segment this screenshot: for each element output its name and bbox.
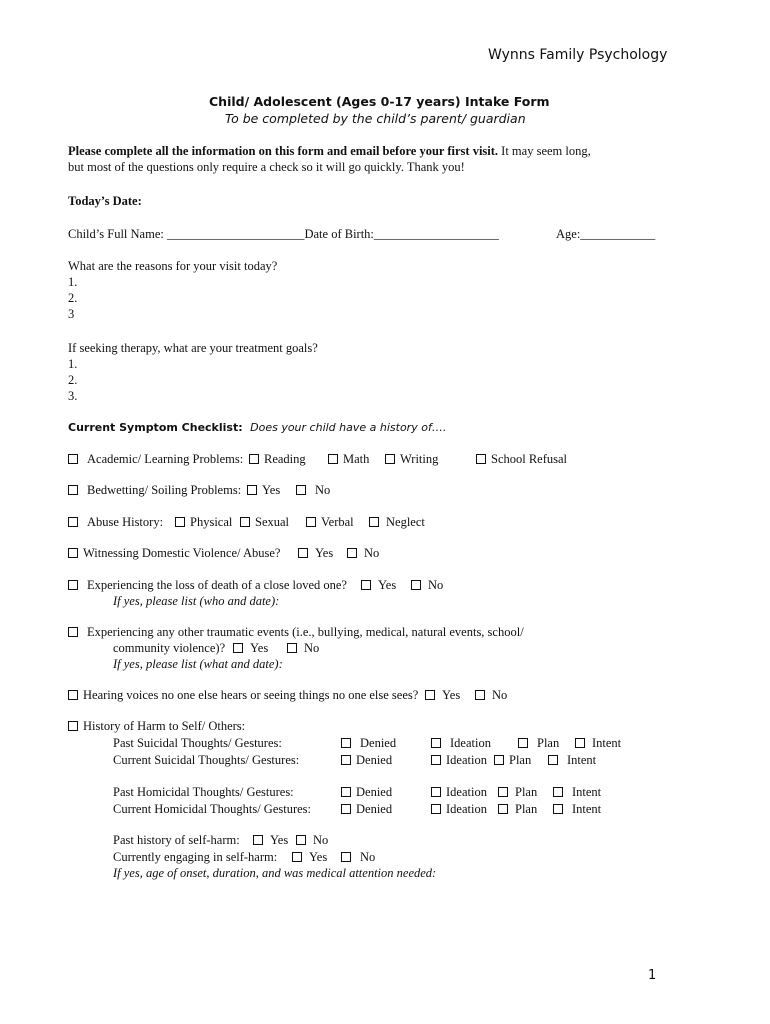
verbal-label: Verbal xyxy=(321,515,354,529)
abuse-label: Abuse History: xyxy=(87,515,164,529)
intent-label: Intent xyxy=(572,785,602,799)
checkbox-icon xyxy=(341,738,351,748)
checkbox-icon xyxy=(68,721,78,731)
current-homicidal-label: Current Homicidal Thoughts/ Gestures: xyxy=(113,802,312,816)
checklist-heading xyxy=(68,421,446,434)
trauma-row-2 xyxy=(0,641,770,657)
voices-row xyxy=(0,688,770,704)
checkbox-icon xyxy=(494,755,504,765)
checkbox-icon xyxy=(240,517,250,527)
ideation-label: Ideation xyxy=(446,802,487,816)
yes-label: Yes xyxy=(378,578,397,592)
abuse-row xyxy=(0,515,770,531)
no-label: No xyxy=(313,833,329,847)
reading-label: Reading xyxy=(264,452,306,466)
current-selfharm-yes[interactable] xyxy=(292,850,327,865)
goal-2[interactable]: 2. xyxy=(68,373,78,387)
past-homicidal-label: Past Homicidal Thoughts/ Gestures: xyxy=(113,785,294,799)
sexual-option[interactable] xyxy=(240,515,289,530)
intent-label: Intent xyxy=(567,753,597,767)
plan-label: Plan xyxy=(509,753,532,767)
denied-label: Denied xyxy=(356,785,393,799)
yes-label: Yes xyxy=(270,833,289,847)
current-suicidal-denied[interactable] xyxy=(341,753,392,768)
checkbox-icon xyxy=(431,804,441,814)
no-label: No xyxy=(492,688,508,702)
reason-1[interactable]: 1. xyxy=(68,275,78,289)
current-selfharm-row xyxy=(0,850,770,866)
checkbox-icon xyxy=(68,580,78,590)
intent-label: Intent xyxy=(592,736,622,750)
academic-checkbox[interactable] xyxy=(68,452,243,467)
harm-row xyxy=(0,719,770,735)
checkbox-icon xyxy=(498,787,508,797)
loss-no[interactable] xyxy=(411,578,443,593)
trauma-label: Experiencing any other traumatic events (i.e., bullying, medical, natural events, school/ xyxy=(87,625,524,639)
plan-label: Plan xyxy=(515,785,538,799)
intro-bold: Please complete all the information on this form and email before your first visit. xyxy=(68,144,499,158)
school-refusal-label: School Refusal xyxy=(491,452,568,466)
checkbox-icon xyxy=(411,580,421,590)
checklist-heading-sub: Does your child have a history of…. xyxy=(250,421,447,434)
school-refusal-option[interactable] xyxy=(476,452,567,467)
reading-option[interactable] xyxy=(249,452,306,467)
intro-rest: It may seem long, xyxy=(498,144,591,158)
past-homicidal-plan[interactable] xyxy=(498,785,537,800)
checkbox-icon xyxy=(361,580,371,590)
past-selfharm-yes[interactable] xyxy=(253,833,288,848)
past-suicidal-label: Past Suicidal Thoughts/ Gestures: xyxy=(113,736,282,750)
child-name-dob-field[interactable] xyxy=(68,227,499,242)
writing-option[interactable] xyxy=(385,452,438,467)
current-selfharm-no[interactable] xyxy=(341,850,375,865)
checkbox-icon xyxy=(253,835,263,845)
bedwetting-label: Bedwetting/ Soiling Problems: xyxy=(87,483,242,497)
todays-date-label[interactable]: Today’s Date: xyxy=(68,194,142,208)
voices-checkbox[interactable] xyxy=(68,688,418,703)
past-suicidal-denied[interactable] xyxy=(341,736,396,751)
reason-3[interactable]: 3 xyxy=(68,307,75,321)
current-homicidal-denied[interactable] xyxy=(341,802,392,817)
checkbox-icon xyxy=(306,517,316,527)
domestic-label: Witnessing Domestic Violence/ Abuse? xyxy=(83,546,281,560)
checkbox-icon xyxy=(431,755,441,765)
goals-question: If seeking therapy, what are your treatment goals? xyxy=(68,341,318,355)
checkbox-icon xyxy=(518,738,528,748)
current-suicidal-row xyxy=(0,753,770,769)
no-label: No xyxy=(304,641,320,655)
plan-label: Plan xyxy=(515,802,538,816)
trauma-no[interactable] xyxy=(287,641,319,656)
harm-label: History of Harm to Self/ Others: xyxy=(83,719,246,733)
past-suicidal-ideation[interactable] xyxy=(431,736,491,751)
academic-label: Academic/ Learning Problems: xyxy=(87,452,244,466)
trauma-label-2: community violence)? xyxy=(113,641,226,655)
checkbox-icon xyxy=(385,454,395,464)
bedwetting-row xyxy=(0,483,770,499)
checkbox-icon xyxy=(553,804,563,814)
checkbox-icon xyxy=(68,627,78,637)
checkbox-icon xyxy=(425,690,435,700)
denied-label: Denied xyxy=(360,736,397,750)
goal-1[interactable]: 1. xyxy=(68,357,78,371)
checkbox-icon xyxy=(298,548,308,558)
checkbox-icon xyxy=(233,643,243,653)
age-field[interactable]: Age:____________ xyxy=(556,227,656,241)
past-suicidal-intent[interactable] xyxy=(575,736,621,751)
no-label: No xyxy=(428,578,444,592)
past-suicidal-plan[interactable] xyxy=(518,736,559,751)
neglect-option[interactable] xyxy=(369,515,425,530)
checkbox-icon xyxy=(68,517,78,527)
yes-label: Yes xyxy=(315,546,334,560)
denied-label: Denied xyxy=(356,802,393,816)
checklist-heading-title: Current Symptom Checklist: xyxy=(68,421,243,434)
checkbox-icon xyxy=(249,454,259,464)
checkbox-icon xyxy=(341,804,351,814)
bedwetting-checkbox[interactable] xyxy=(68,483,241,498)
bedwetting-no[interactable] xyxy=(296,483,330,498)
checkbox-icon xyxy=(575,738,585,748)
writing-label: Writing xyxy=(400,452,439,466)
math-label: Math xyxy=(343,452,370,466)
voices-label: Hearing voices no one else hears or seeing things no one else sees? xyxy=(83,688,419,702)
harm-note: If yes, age of onset, duration, and was medical attention needed: xyxy=(113,866,437,880)
loss-yes[interactable] xyxy=(361,578,396,593)
harm-checkbox[interactable] xyxy=(68,719,245,734)
checkbox-icon xyxy=(548,755,558,765)
ideation-label: Ideation xyxy=(446,785,487,799)
goal-3[interactable]: 3. xyxy=(68,389,78,403)
plan-label: Plan xyxy=(537,736,560,750)
checkbox-icon xyxy=(175,517,185,527)
abuse-checkbox[interactable] xyxy=(68,515,163,530)
yes-label: Yes xyxy=(262,483,281,497)
yes-label: Yes xyxy=(309,850,328,864)
domestic-yes[interactable] xyxy=(298,546,333,561)
no-label: No xyxy=(364,546,380,560)
no-label: No xyxy=(360,850,376,864)
checkbox-icon xyxy=(328,454,338,464)
voices-yes[interactable] xyxy=(425,688,460,703)
current-suicidal-ideation[interactable] xyxy=(431,753,487,768)
academic-row xyxy=(0,452,770,468)
checkbox-icon xyxy=(341,755,351,765)
checkbox-icon xyxy=(68,548,78,558)
checkbox-icon xyxy=(292,852,302,862)
reason-2[interactable]: 2. xyxy=(68,291,78,305)
checkbox-icon xyxy=(476,454,486,464)
checkbox-icon xyxy=(553,787,563,797)
past-homicidal-row xyxy=(0,785,770,801)
yes-label: Yes xyxy=(442,688,461,702)
denied-label: Denied xyxy=(356,753,393,767)
domestic-checkbox[interactable] xyxy=(68,546,280,561)
current-selfharm-label: Currently engaging in self-harm: xyxy=(113,850,278,864)
physical-label: Physical xyxy=(190,515,233,529)
trauma-yes[interactable] xyxy=(233,641,268,656)
checkbox-icon xyxy=(287,643,297,653)
checkbox-icon xyxy=(68,485,78,495)
past-homicidal-intent[interactable] xyxy=(553,785,601,800)
past-homicidal-ideation[interactable] xyxy=(431,785,487,800)
checkbox-icon xyxy=(68,454,78,464)
math-option[interactable] xyxy=(328,452,369,467)
current-homicidal-intent[interactable] xyxy=(553,802,601,817)
trauma-row xyxy=(0,625,770,641)
checkbox-icon xyxy=(296,835,306,845)
checkbox-icon xyxy=(475,690,485,700)
checkbox-icon xyxy=(247,485,257,495)
verbal-option[interactable] xyxy=(306,515,354,530)
bedwetting-yes[interactable] xyxy=(247,483,280,498)
current-homicidal-plan[interactable] xyxy=(498,802,537,817)
trauma-note: If yes, please list (what and date): xyxy=(113,657,283,671)
dob-label: ______________Date of Birth:____________________ xyxy=(216,227,499,241)
checkbox-icon xyxy=(431,738,441,748)
loss-label: Experiencing the loss of death of a close loved one? xyxy=(87,578,347,592)
yes-label: Yes xyxy=(250,641,269,655)
trauma-checkbox[interactable] xyxy=(68,625,524,640)
checkbox-icon xyxy=(369,517,379,527)
no-label: No xyxy=(315,483,331,497)
current-homicidal-ideation[interactable] xyxy=(431,802,487,817)
reasons-question: What are the reasons for your visit today? xyxy=(68,259,278,273)
form-title: Child/ Adolescent (Ages 0-17 years) Intake Form xyxy=(209,94,550,109)
physical-option[interactable] xyxy=(175,515,232,530)
checkbox-icon xyxy=(498,804,508,814)
loss-row xyxy=(0,578,770,594)
checkbox-icon xyxy=(341,852,351,862)
current-suicidal-label: Current Suicidal Thoughts/ Gestures: xyxy=(113,753,300,767)
domestic-row xyxy=(0,546,770,562)
past-selfharm-label: Past history of self-harm: xyxy=(113,833,240,847)
intro-line-2: but most of the questions only require a check so it will go quickly. Thank you! xyxy=(68,160,465,174)
current-suicidal-plan[interactable] xyxy=(494,753,531,768)
form-subtitle: To be completed by the child’s parent/ guardian xyxy=(225,111,526,126)
checkbox-icon xyxy=(296,485,306,495)
domestic-no[interactable] xyxy=(347,546,379,561)
checkbox-icon xyxy=(347,548,357,558)
ideation-label: Ideation xyxy=(446,753,487,767)
page-number: 1 xyxy=(648,968,657,983)
current-homicidal-row xyxy=(0,802,770,818)
practice-name: Wynns Family Psychology xyxy=(488,47,668,63)
neglect-label: Neglect xyxy=(386,515,425,529)
intro-line-1 xyxy=(68,144,591,159)
checkbox-icon xyxy=(341,787,351,797)
loss-note: If yes, please list (who and date): xyxy=(113,594,280,608)
checkbox-icon xyxy=(431,787,441,797)
ideation-label: Ideation xyxy=(450,736,491,750)
sexual-label: Sexual xyxy=(255,515,290,529)
past-homicidal-denied[interactable] xyxy=(341,785,392,800)
child-name-label: Child’s Full Name: ________ xyxy=(68,227,217,241)
past-selfharm-row xyxy=(0,833,770,849)
voices-no[interactable] xyxy=(475,688,507,703)
checkbox-icon xyxy=(68,690,78,700)
past-selfharm-no[interactable] xyxy=(296,833,328,848)
loss-checkbox[interactable] xyxy=(68,578,347,593)
past-suicidal-row xyxy=(0,736,770,752)
intent-label: Intent xyxy=(572,802,602,816)
current-suicidal-intent[interactable] xyxy=(548,753,596,768)
